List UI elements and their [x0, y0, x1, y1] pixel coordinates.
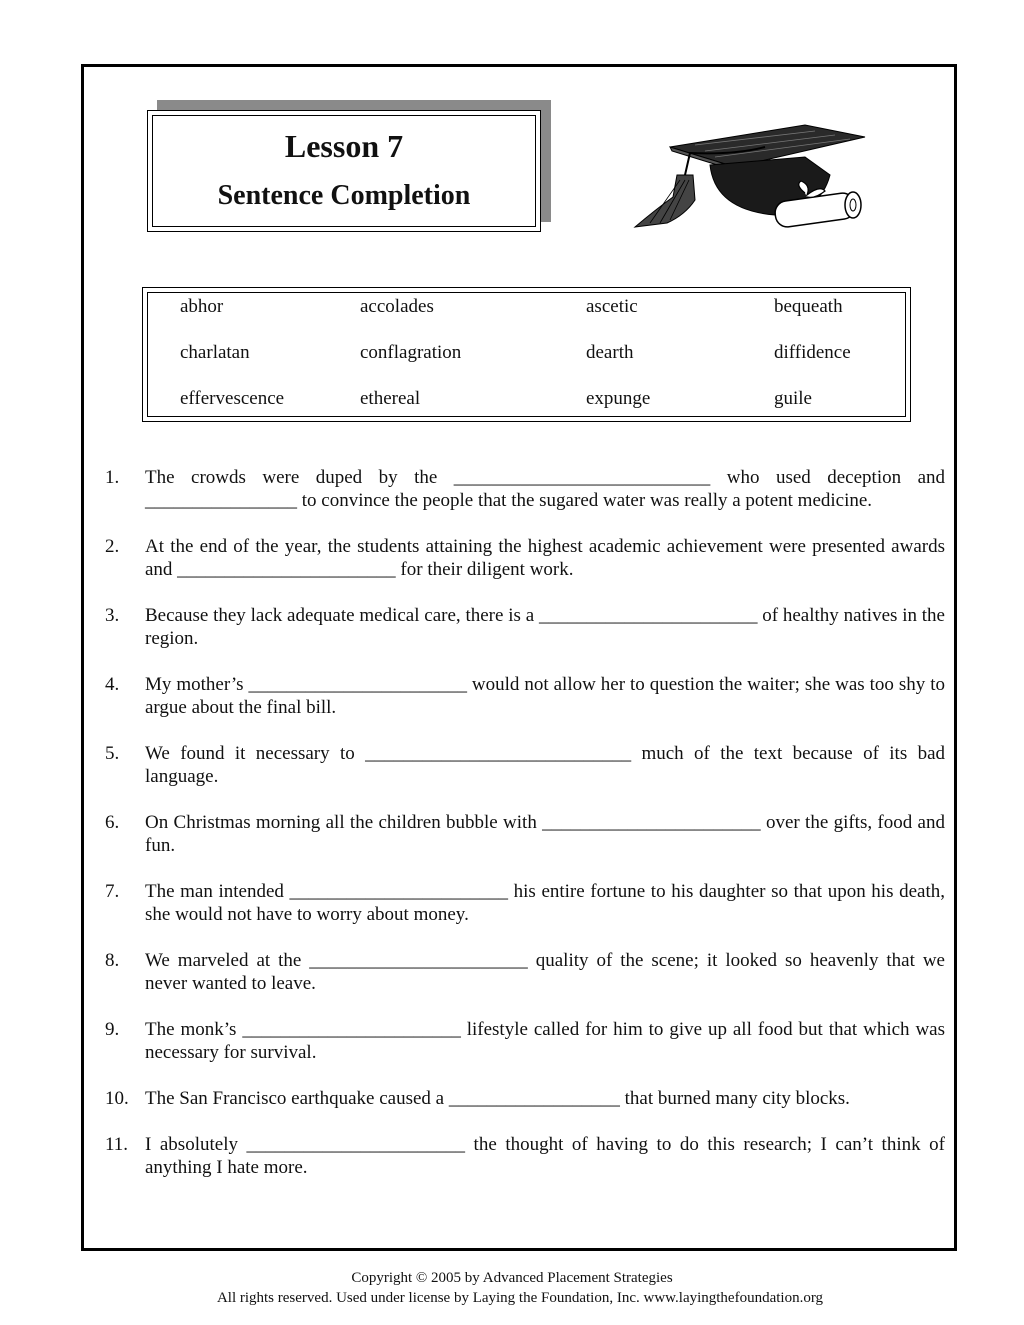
word-bank-item: ascetic: [586, 296, 638, 317]
question-item: [105, 811, 945, 857]
question-number: 5.: [105, 743, 120, 764]
question-number: 8.: [105, 950, 120, 971]
question-number: 3.: [105, 605, 120, 626]
word-bank-item: guile: [774, 388, 812, 409]
question-text: We marveled at the _______________________ quality of the scene; it looked so heavenly that we never wanted to leave.: [145, 950, 945, 994]
question-text: At the end of the year, the students attaining the highest academic achievement were presented awards and _______________________ for their diligent work.: [145, 536, 945, 580]
word-bank-item: dearth: [586, 342, 634, 363]
footer: [0, 1268, 1024, 1308]
question-text: The man intended _______________________ his entire fortune to his daughter so that upon his death, she would not have to worry about money.: [145, 881, 945, 925]
word-bank-item: diffidence: [774, 342, 851, 363]
word-bank-item: bequeath: [774, 296, 843, 317]
lesson-subtitle: Sentence Completion: [217, 180, 471, 211]
word-bank-item: conflagration: [360, 342, 462, 363]
question-number: 1.: [105, 467, 120, 488]
question-number: 2.: [105, 536, 120, 557]
question-item: [105, 535, 945, 581]
word-bank-item: ethereal: [360, 388, 421, 409]
question-item: [105, 1018, 945, 1064]
copyright-text: Copyright © 2005 by Advanced Placement Strategies: [351, 1270, 673, 1286]
question-number: 4.: [105, 674, 120, 695]
question-text: On Christmas morning all the children bubble with _______________________ over the gifts, food and fun.: [145, 812, 945, 856]
title-box: [147, 110, 541, 232]
question-text: The San Francisco earthquake caused a __________________ that burned many city blocks.: [145, 1088, 850, 1109]
question-item: [105, 742, 945, 788]
question-item: [105, 949, 945, 995]
question-number: 11.: [105, 1134, 129, 1155]
question-number: 7.: [105, 881, 120, 902]
question-item: [105, 673, 945, 719]
question-list: [105, 466, 945, 1202]
word-bank-item: charlatan: [180, 342, 250, 363]
word-bank-item: effervescence: [180, 388, 285, 409]
graduation-cap-icon: [615, 105, 870, 240]
question-text: The crowds were duped by the ___________________________ who used deception and ________________ to convince the people that the sugared water was really a potent medicine.: [145, 467, 945, 511]
title-box-inner: [152, 115, 536, 227]
question-text: We found it necessary to ____________________________ much of the text because of its bad language.: [145, 743, 945, 787]
question-text: The monk’s _______________________ lifestyle called for him to give up all food but that which was necessary for survival.: [145, 1019, 945, 1063]
question-item: [105, 1133, 945, 1179]
question-item: [105, 880, 945, 926]
question-number: 10.: [105, 1088, 129, 1109]
word-bank-item: accolades: [360, 296, 434, 317]
question-item: [105, 604, 945, 650]
question-text: My mother’s _______________________ would not allow her to question the waiter; she was too shy to argue about the final bill.: [145, 674, 945, 718]
question-text: I absolutely _______________________ the thought of having to do this research; I can’t think of anything I hate more.: [145, 1134, 945, 1178]
question-item: [105, 1087, 945, 1110]
question-item: [105, 466, 945, 512]
word-bank-item: abhor: [180, 296, 224, 317]
word-bank-item: expunge: [586, 388, 651, 409]
question-number: 9.: [105, 1019, 120, 1040]
lesson-title: Lesson 7: [284, 128, 404, 164]
question-number: 6.: [105, 812, 120, 833]
license-text: All rights reserved. Used under license by Laying the Foundation, Inc. www.layingthefoundation.org: [216, 1290, 824, 1306]
question-text: Because they lack adequate medical care, there is a _______________________ of healthy natives in the region.: [145, 605, 945, 649]
